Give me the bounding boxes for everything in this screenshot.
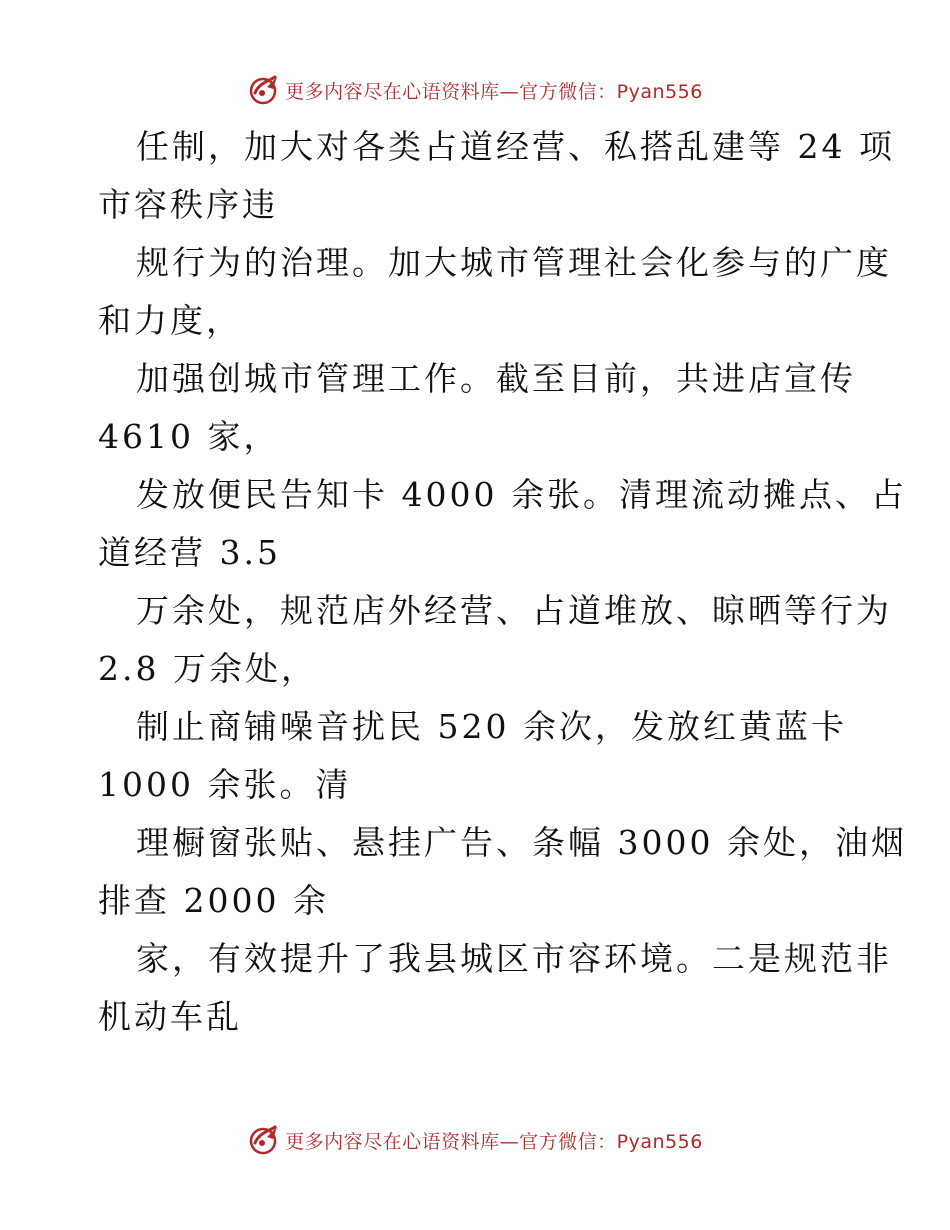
body-line: 制止商铺噪音扰民 520 余次，发放红黄蓝卡 [136, 707, 847, 746]
body-line: 加强创城市管理工作。截至目前，共进店宣传 [136, 359, 856, 398]
body-line: 理橱窗张贴、悬挂广告、条幅 3000 余处，油烟 [136, 823, 907, 862]
body-line: 任制，加大对各类占道经营、私搭乱建等 24 项 [136, 127, 895, 166]
footer-banner [0, 1120, 950, 1160]
body-line: 1000 余张。清 [98, 765, 352, 804]
body-line: 发放便民告知卡 4000 余张。清理流动摊点、占 [136, 475, 907, 514]
body-line: 机动车乱 [98, 997, 242, 1036]
body-line: 排查 2000 余 [98, 881, 329, 920]
body-line: 4610 家， [98, 417, 280, 456]
document-body [98, 118, 907, 1046]
body-line: 万余处，规范店外经营、占道堆放、晾晒等行为 [136, 591, 892, 630]
body-line: 家，有效提升了我县城区市容环境。二是规范非 [136, 939, 892, 978]
pen-swirl-logo-icon [247, 1123, 281, 1157]
header-banner [0, 70, 950, 110]
body-line: 道经营 3.5 [98, 533, 281, 572]
header-banner-text: 更多内容尽在心语资料库—官方微信：Pyan556 [285, 80, 703, 103]
body-line: 规行为的治理。加大城市管理社会化参与的广度 [136, 243, 892, 282]
pen-swirl-logo-icon [247, 73, 281, 107]
body-line: 2.8 万余处， [98, 649, 317, 688]
body-line: 市容秩序违 [98, 185, 278, 224]
footer-banner-text: 更多内容尽在心语资料库—官方微信：Pyan556 [285, 1130, 703, 1153]
body-line: 和力度， [98, 301, 242, 340]
